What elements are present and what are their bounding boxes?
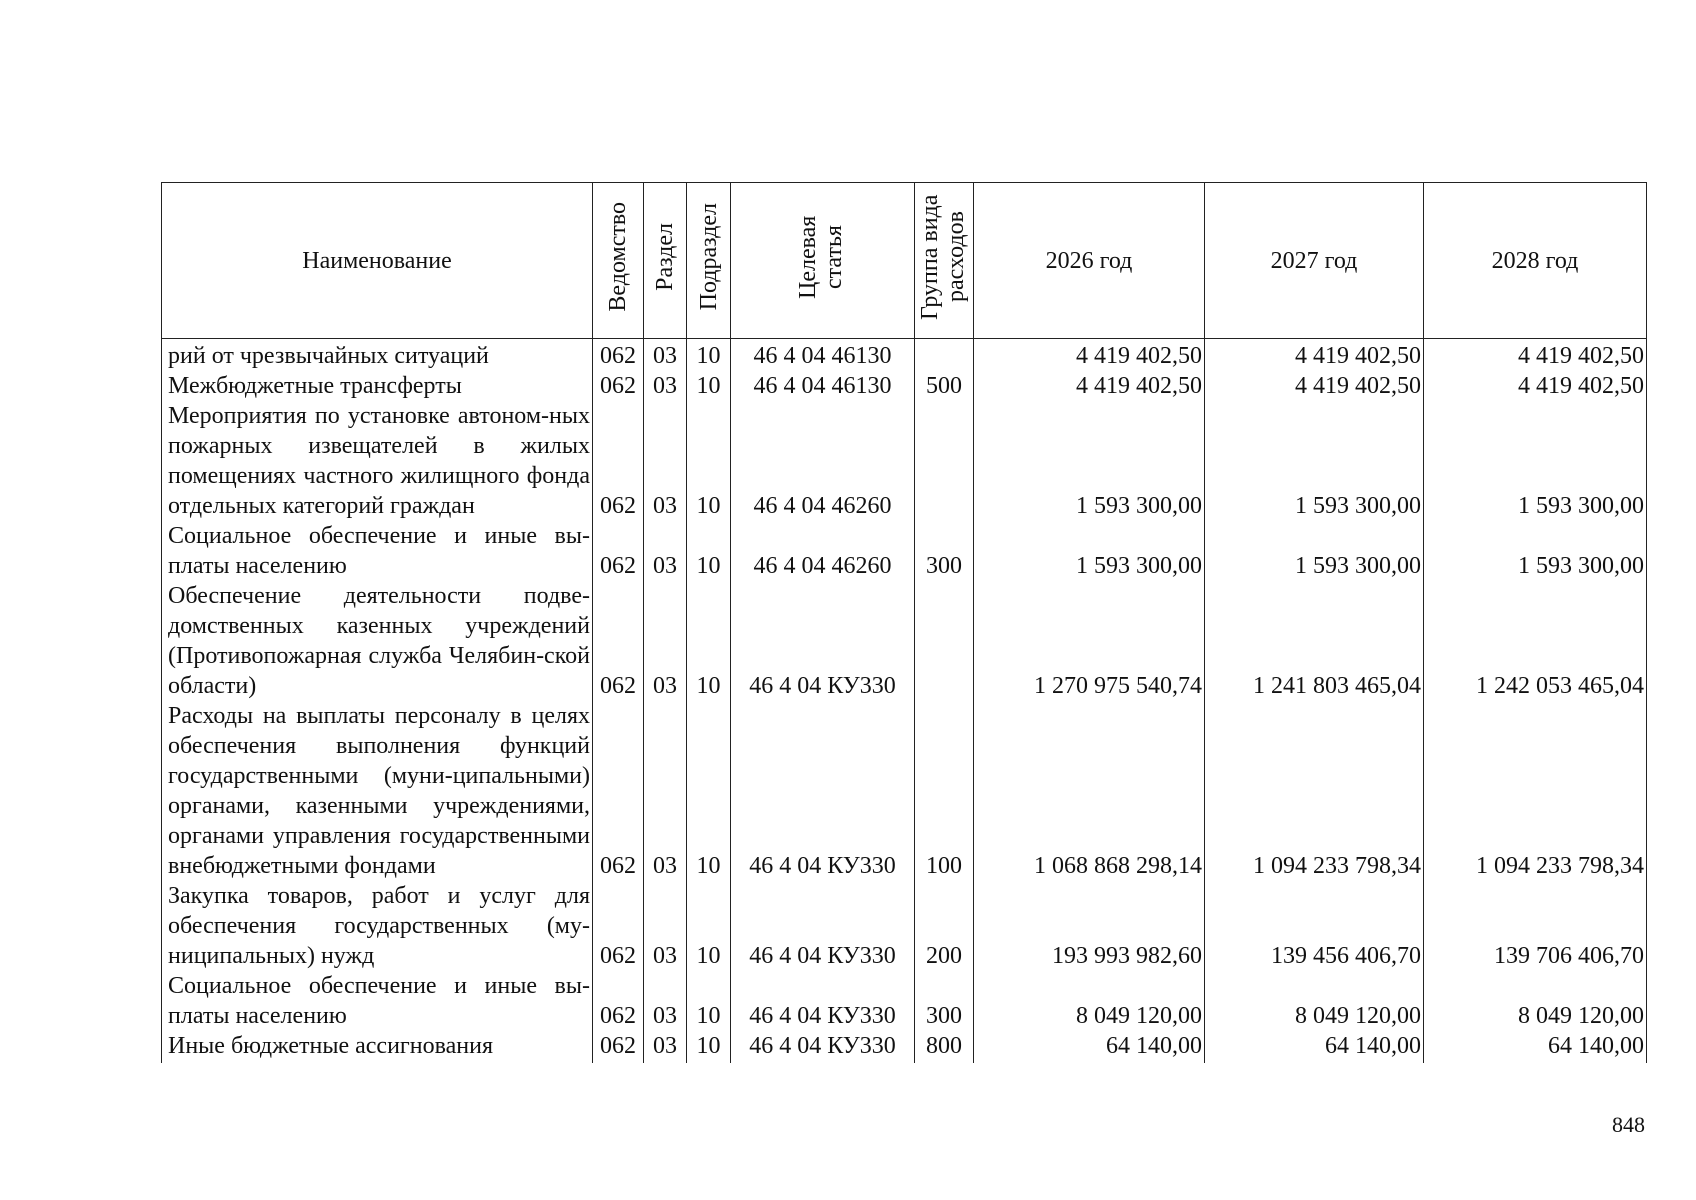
- row-expense-group: 800: [915, 1031, 974, 1063]
- row-section: 03: [644, 401, 687, 521]
- row-value-2027: 4 419 402,50: [1205, 339, 1424, 372]
- table-row: [162, 971, 1647, 1031]
- row-target-item: 46 4 04 46260: [731, 401, 915, 521]
- row-subsection: 10: [687, 371, 731, 401]
- row-value-2027: 4 419 402,50: [1205, 371, 1424, 401]
- header-name: Наименование: [162, 183, 593, 339]
- row-value-2027: 1 241 803 465,04: [1205, 581, 1424, 701]
- row-section: 03: [644, 371, 687, 401]
- row-subsection: 10: [687, 521, 731, 581]
- table-body: [162, 339, 1647, 1064]
- row-value-2026: 8 049 120,00: [974, 971, 1205, 1031]
- row-value-2028: 1 593 300,00: [1424, 521, 1647, 581]
- row-value-2028: 8 049 120,00: [1424, 971, 1647, 1031]
- row-subsection: 10: [687, 401, 731, 521]
- table-row: [162, 881, 1647, 971]
- table-header: [162, 183, 1647, 339]
- row-subsection: 10: [687, 339, 731, 372]
- row-name: Социальное обеспечение и иные вы-платы населению: [162, 521, 593, 581]
- row-name: рий от чрезвычайных ситуаций: [162, 339, 593, 372]
- table-row: [162, 371, 1647, 401]
- row-name: Обеспечение деятельности подве-домственных казенных учреждений (Противопожарная служба Челябин-ской области): [162, 581, 593, 701]
- row-expense-group: [915, 581, 974, 701]
- row-name: Социальное обеспечение и иные вы-платы населению: [162, 971, 593, 1031]
- row-value-2027: 1 593 300,00: [1205, 521, 1424, 581]
- row-name: Мероприятия по установке автоном-ных пожарных извещателей в жилых помещениях частного жилищного фонда отдельных категорий граждан: [162, 401, 593, 521]
- row-target-item: 46 4 04 КУ330: [731, 881, 915, 971]
- row-department: 062: [593, 581, 644, 701]
- row-target-item: 46 4 04 КУ330: [731, 581, 915, 701]
- row-value-2028: 4 419 402,50: [1424, 371, 1647, 401]
- row-target-item: 46 4 04 46130: [731, 371, 915, 401]
- row-target-item: 46 4 04 46260: [731, 521, 915, 581]
- row-value-2026: 4 419 402,50: [974, 339, 1205, 372]
- row-value-2028: 1 094 233 798,34: [1424, 701, 1647, 881]
- header-year-2026: 2026 год: [974, 183, 1205, 339]
- row-target-item: 46 4 04 КУ330: [731, 971, 915, 1031]
- row-name: Иные бюджетные ассигнования: [162, 1031, 593, 1063]
- header-section: Раздел: [644, 183, 687, 339]
- row-department: 062: [593, 1031, 644, 1063]
- row-section: 03: [644, 971, 687, 1031]
- row-value-2028: 64 140,00: [1424, 1031, 1647, 1063]
- row-value-2027: 139 456 406,70: [1205, 881, 1424, 971]
- row-value-2026: 193 993 982,60: [974, 881, 1205, 971]
- table-row: [162, 401, 1647, 521]
- row-value-2027: 1 094 233 798,34: [1205, 701, 1424, 881]
- row-expense-group: 200: [915, 881, 974, 971]
- row-section: 03: [644, 581, 687, 701]
- row-subsection: 10: [687, 1031, 731, 1063]
- row-value-2027: 64 140,00: [1205, 1031, 1424, 1063]
- row-value-2028: 1 242 053 465,04: [1424, 581, 1647, 701]
- row-value-2028: 1 593 300,00: [1424, 401, 1647, 521]
- row-value-2027: 1 593 300,00: [1205, 401, 1424, 521]
- row-value-2026: 1 593 300,00: [974, 401, 1205, 521]
- row-target-item: 46 4 04 КУ330: [731, 1031, 915, 1063]
- header-year-2027: 2027 год: [1205, 183, 1424, 339]
- row-value-2028: 4 419 402,50: [1424, 339, 1647, 372]
- row-subsection: 10: [687, 971, 731, 1031]
- row-expense-group: [915, 339, 974, 372]
- row-target-item: 46 4 04 46130: [731, 339, 915, 372]
- row-name: Закупка товаров, работ и услуг для обеспечения государственных (му-ниципальных) нужд: [162, 881, 593, 971]
- row-section: 03: [644, 701, 687, 881]
- row-department: 062: [593, 371, 644, 401]
- row-expense-group: 300: [915, 521, 974, 581]
- row-expense-group: 300: [915, 971, 974, 1031]
- row-value-2026: 4 419 402,50: [974, 371, 1205, 401]
- row-value-2026: 1 593 300,00: [974, 521, 1205, 581]
- row-target-item: 46 4 04 КУ330: [731, 701, 915, 881]
- budget-table: [161, 182, 1647, 1063]
- row-value-2028: 139 706 406,70: [1424, 881, 1647, 971]
- header-target-item: Целевая статья: [731, 183, 915, 339]
- row-section: 03: [644, 521, 687, 581]
- row-name: Межбюджетные трансферты: [162, 371, 593, 401]
- header-subsection: Подраздел: [687, 183, 731, 339]
- row-expense-group: 500: [915, 371, 974, 401]
- row-subsection: 10: [687, 701, 731, 881]
- row-department: 062: [593, 701, 644, 881]
- row-subsection: 10: [687, 581, 731, 701]
- row-value-2026: 64 140,00: [974, 1031, 1205, 1063]
- row-expense-group: 100: [915, 701, 974, 881]
- row-subsection: 10: [687, 881, 731, 971]
- row-department: 062: [593, 881, 644, 971]
- row-name: Расходы на выплаты персоналу в целях обеспечения выполнения функций государственными (муни-ципальными) органами, казенными учреждениями, органами управления государственными внебюджетными фондами: [162, 701, 593, 881]
- row-expense-group: [915, 401, 974, 521]
- row-value-2026: 1 270 975 540,74: [974, 581, 1205, 701]
- table-row: [162, 1031, 1647, 1063]
- row-section: 03: [644, 881, 687, 971]
- row-department: 062: [593, 971, 644, 1031]
- row-department: 062: [593, 339, 644, 372]
- table-row: [162, 339, 1647, 372]
- header-department: Ведомство: [593, 183, 644, 339]
- table-row: [162, 701, 1647, 881]
- row-value-2027: 8 049 120,00: [1205, 971, 1424, 1031]
- table-row: [162, 521, 1647, 581]
- row-section: 03: [644, 339, 687, 372]
- row-section: 03: [644, 1031, 687, 1063]
- header-year-2028: 2028 год: [1424, 183, 1647, 339]
- header-expense-group: Группа вида расходов: [915, 183, 974, 339]
- row-department: 062: [593, 401, 644, 521]
- page-number: 848: [1612, 1112, 1645, 1137]
- row-value-2026: 1 068 868 298,14: [974, 701, 1205, 881]
- row-department: 062: [593, 521, 644, 581]
- table-row: [162, 581, 1647, 701]
